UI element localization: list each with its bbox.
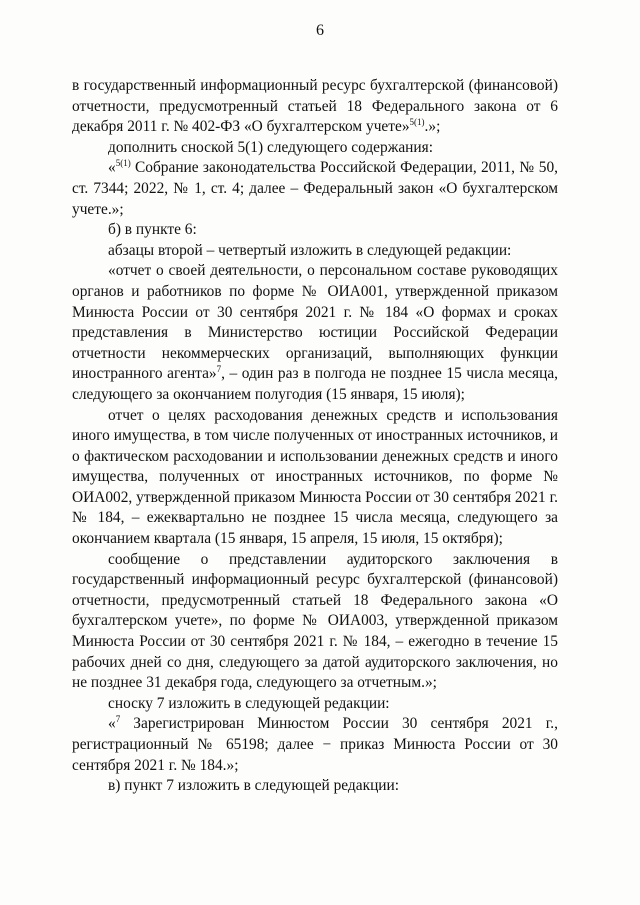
text-run: в государственный информационный ресурс бухгалтерской (финансовой) отчетности, предусмотренный статьей 18 Федерального закона от 6 декабря 2011 г. № 402-ФЗ «О бухгалтерском учете» — [72, 77, 558, 136]
text-run: , – один раз в полгода не позднее 15 числа месяца, следующего за окончанием полугодия (15 января, 15 июля); — [72, 365, 559, 403]
text-run: абзацы второй – четвертый изложить в следующей редакции: — [108, 241, 512, 259]
text-run: Собрание законодательства Российской Федерации, 2011, № 50, ст. 7344; 2022, № 1, ст. 4; далее – Федеральный закон «О бухгалтерском учете.»; — [72, 159, 558, 218]
page-number: 6 — [316, 22, 324, 39]
footnote-ref: 5(1) — [115, 158, 131, 169]
text-run: отчет о целях расходования денежных средств и использования иного имущества, в том числе полученных от иностранных источников, и о фактическом расходовании и использовании денежных средств и иного имущества, полученных от иностранных источников, по форме № ОИА002, утвержденной приказом Минюста России от 30 сентября 2021 г. № 184, – ежеквартально не позднее 15 числа месяца, следующего за окончанием квартала (15 января, 15 апреля, 15 июля, 15 октября); — [72, 406, 558, 548]
paragraph-2 — [72, 138, 558, 159]
footnote-ref: 7 — [216, 364, 222, 375]
footnote-ref: 5(1) — [409, 117, 425, 128]
paragraph-6 — [72, 261, 558, 405]
paragraph-7 — [72, 406, 558, 550]
text-run: «отчет о своей деятельности, о персональном составе руководящих органов и работников по форме № ОИА001, утвержденной приказом Минюста России от 30 сентября 2021 г. № 184 «О формах и сроках представления в Министерство юстиции Российской Федерации отчетности некоммерческих организаций, выполняющих функции иностранного агента» — [72, 262, 558, 383]
text-run: « — [108, 715, 116, 733]
paragraph-11 — [72, 776, 558, 797]
text-run: сообщение о представлении аудиторского заключения в государственный информационный ресурс бухгалтерской (финансовой) отчетности, предусмотренный статьей 18 Федерального закона «О бухгалтерском учете», по форме № ОИА003, утвержденной приказом Минюста России от 30 сентября 2021 г. № 184, – ежегодно в течение 15 рабочих дней со дня, следующего за датой аудиторского заключения, но не позднее 31 декабря года, следующего за отчетным.»; — [72, 550, 558, 692]
document-body — [72, 76, 558, 797]
text-run: б) в пункте 6: — [108, 221, 197, 239]
text-run: « — [108, 159, 116, 177]
paragraph-5 — [72, 241, 558, 262]
text-run: в) пункт 7 изложить в следующей редакции: — [108, 777, 400, 795]
text-run: сноску 7 изложить в следующей редакции: — [108, 694, 390, 712]
paragraph-4 — [72, 220, 558, 241]
text-run: дополнить сноской 5(1) следующего содержания: — [108, 138, 433, 156]
paragraph-9 — [72, 694, 558, 715]
text-run: .»; — [424, 118, 441, 136]
footnote-ref: 7 — [115, 714, 121, 725]
paragraph-3 — [72, 158, 558, 220]
text-run: Зарегистрирован Минюстом России 30 сентября 2021 г., регистрационный № 65198; далее − приказ Минюста России от 30 сентября 2021 г. № 184.»; — [72, 715, 558, 774]
paragraph-1 — [72, 76, 558, 138]
paragraph-8 — [72, 550, 558, 694]
paragraph-10 — [72, 714, 558, 776]
